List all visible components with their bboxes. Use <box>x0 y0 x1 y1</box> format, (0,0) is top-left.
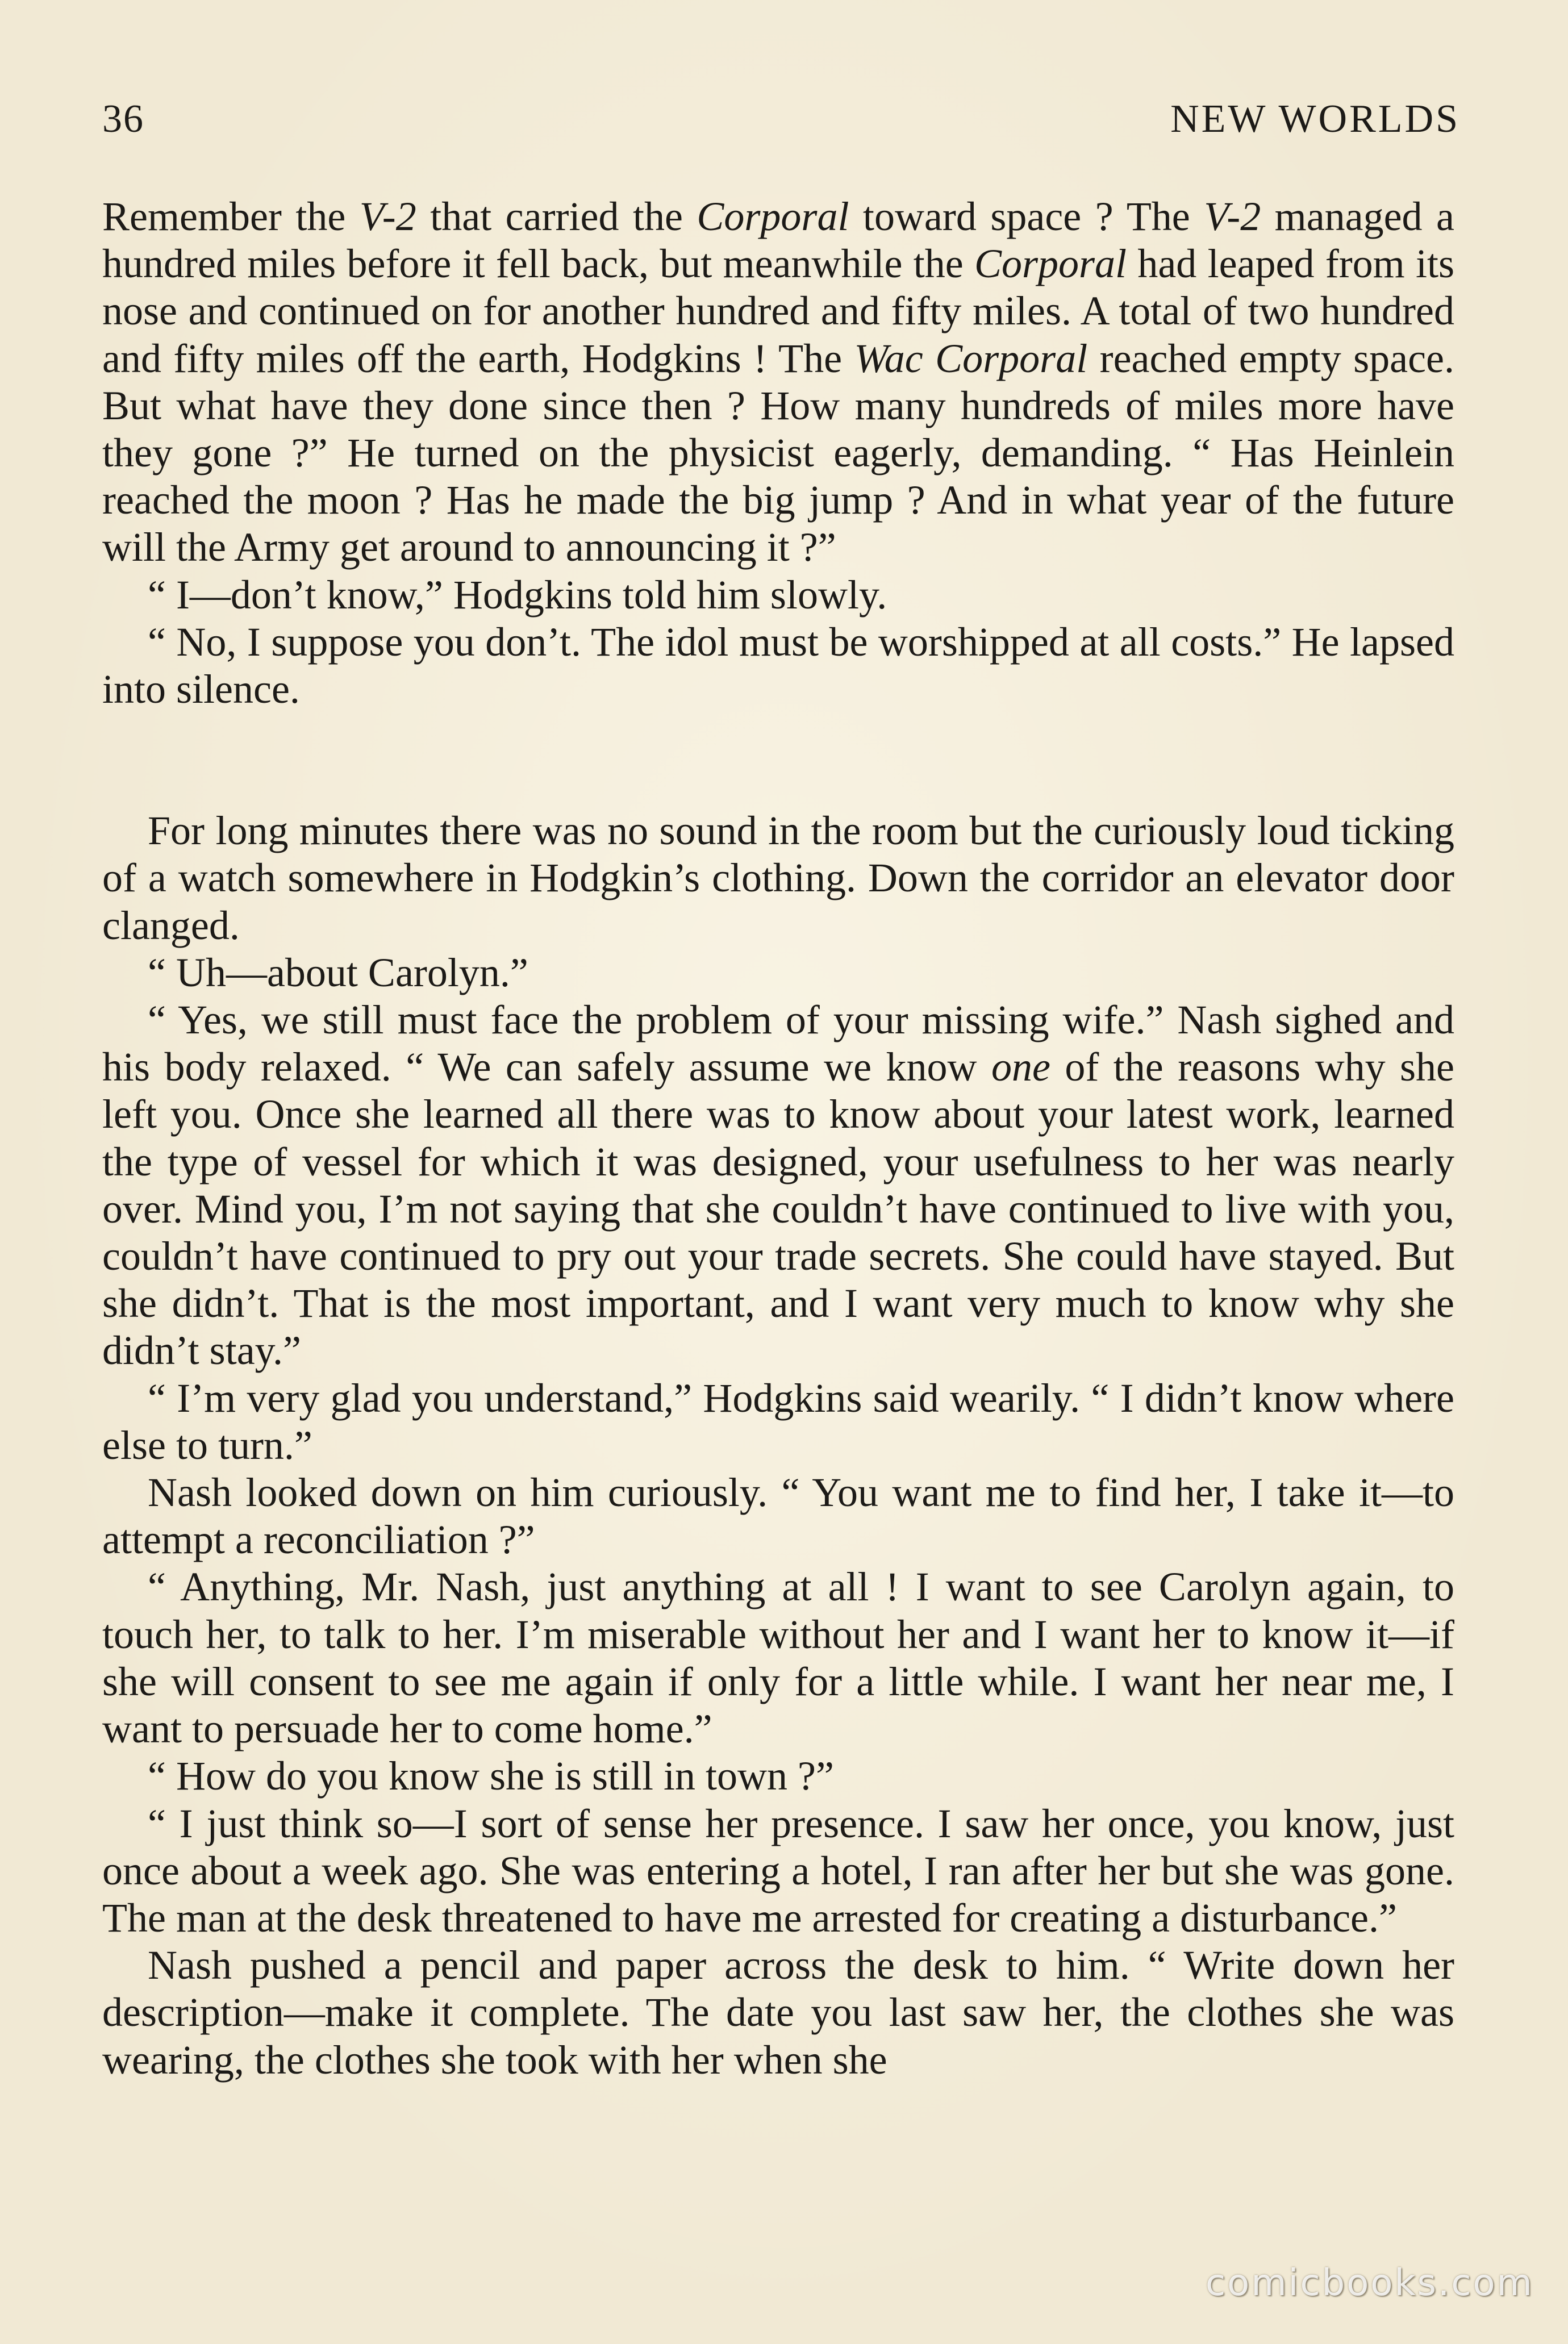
text-segment: managed a hundred miles before it fell back, but meanwhile the <box>102 194 1454 287</box>
text-segment: reached empty space. But what have they done since then ? How many hundreds of miles more have they gone ?” He turned on the physicist eagerly, demanding. “ Has Heinlein reached the moon ? Has he made the big jump ? And in what year of the future will the Army get around to announcing it ?” <box>102 335 1455 570</box>
text-segment: Nash looked down on him curiously. “ You want me to find her, I take it—to attempt a reconciliation ?” <box>102 1470 1454 1563</box>
paragraph <box>102 807 1454 949</box>
text-segment: “ No, I suppose you don’t. The idol must be worshipped at all costs.” He lapsed into silence. <box>102 619 1454 712</box>
text-segment: “ I’m very glad you understand,” Hodgkins said wearily. “ I didn’t know where else to turn.” <box>102 1375 1454 1468</box>
italic-text: V-2 <box>359 194 416 239</box>
text-segment: “ I—don’t know,” Hodgkins told him slowly. <box>148 572 887 618</box>
paragraph <box>102 1375 1454 1469</box>
page-number: 36 <box>102 97 144 141</box>
italic-text: Corporal <box>697 194 849 239</box>
text-segment: toward space ? The <box>849 194 1204 239</box>
journal-title: NEW WORLDS <box>1170 97 1460 141</box>
text-segment: For long minutes there was no sound in the room but the curiously loud ticking of a watch somewhere in Hodgkin’s clothing. Down the corridor an elevator door clanged. <box>102 808 1454 948</box>
text-segment: “ Yes, we still must face the problem of your missing wife.” Nash sighed and his body relaxed. “ We can safely assume we know <box>102 997 1454 1090</box>
text-segment: of the reasons why she left you. Once she learned all there was to know about your latest work, learned the type of vessel for which it was designed, your usefulness to her was nearly over. Mind you, I’m not saying that she couldn’t have continued to live with you, couldn’t have continued to pry out your trade secrets. She could have stayed. But she didn’t. That is the most important, and I want very much to know why she didn’t stay.” <box>102 1044 1455 1374</box>
italic-text: Wac Corporal <box>854 335 1088 381</box>
text-segment: “ How do you know she is still in town ?” <box>148 1753 834 1799</box>
text-segment: Remember the <box>102 194 360 239</box>
paragraph <box>102 619 1454 713</box>
text-segment: that carried the <box>416 194 697 239</box>
paragraph <box>102 1800 1454 1942</box>
body-text <box>102 193 1454 2084</box>
paragraph <box>102 949 1454 996</box>
running-head <box>102 97 1460 153</box>
paragraph <box>102 1753 1454 1800</box>
text-segment: Nash pushed a pencil and paper across the desk to him. “ Write down her description—make it complete. The date you last saw her, the clothes she was wearing, the clothes she took with her when she <box>102 1942 1454 2083</box>
italic-text: one <box>991 1044 1050 1090</box>
paragraph <box>102 1942 1454 2084</box>
italic-text: Corporal <box>974 241 1127 287</box>
text-segment: “ Uh—about Carolyn.” <box>148 949 528 995</box>
paragraph <box>102 572 1454 619</box>
text-segment: “ Anything, Mr. Nash, just anything at all ! I want to see Carolyn again, to touch her, to talk to her. I’m miserable without her and I want her to know it—if she will consent to see me again if only for a little while. I want her near me, I want to persuade her to come home.” <box>102 1564 1454 1752</box>
italic-text: V-2 <box>1204 194 1261 239</box>
watermark: comicbooks.com <box>1205 2262 1534 2304</box>
paragraph <box>102 1469 1454 1563</box>
text-segment: “ I just think so—I sort of sense her presence. I saw her once, you know, just once about a week ago. She was entering a hotel, I ran after her but she was gone. The man at the desk threatened to have me arrested for creating a disturbance.” <box>102 1800 1454 1941</box>
paragraph <box>102 996 1454 1375</box>
text-segment: had leaped from its nose and continued on for another hundred and fifty miles. A total of two hundred and fifty miles off the earth, Hodgkins ! The <box>102 241 1454 381</box>
paragraph <box>102 1563 1454 1753</box>
paragraph <box>102 193 1454 572</box>
